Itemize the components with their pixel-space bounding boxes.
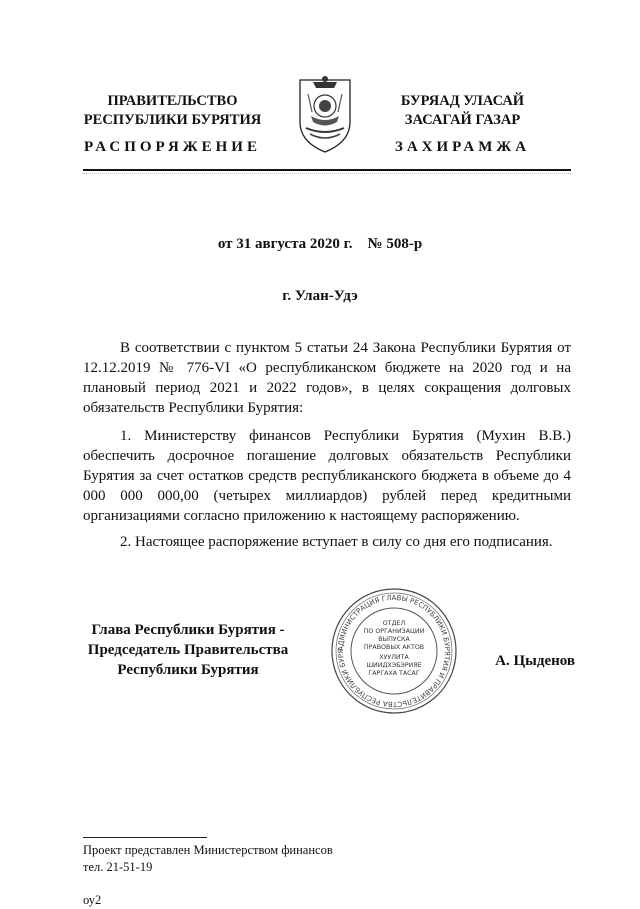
header-right: [350, 92, 575, 130]
signer-title-line3: Республики Бурятия: [117, 662, 259, 678]
seal-line7: ГАРГАХА ТАСАГ: [368, 670, 420, 677]
footer-divider: [83, 837, 207, 838]
header-left: [60, 92, 285, 130]
seal-line3: ВЫПУСКА: [378, 636, 410, 643]
signer-title-line2: Председатель Правительства: [87, 642, 289, 658]
document-date: от 31 августа 2020 г.: [217, 236, 353, 252]
footer-code: оу2: [83, 893, 102, 907]
official-seal-stamp: [329, 586, 459, 716]
header-right-line1: БУРЯАД УЛАСАЙ: [400, 93, 525, 109]
seal-line1: ОТДЕЛ: [382, 620, 406, 627]
coat-of-arms-icon: [296, 72, 354, 154]
seal-line5: ХУУЛИТА: [379, 654, 409, 661]
footer-project-note: Проект представлен Министерством финансов: [83, 843, 333, 857]
seal-line2: ПО ОРГАНИЗАЦИИ: [363, 628, 425, 635]
header-right-line2: ЗАСАГАЙ ГАЗАР: [404, 112, 521, 128]
doc-type-left: РАСПОРЯЖЕНИЕ: [84, 139, 261, 155]
seal-line4: ПРАВОВЫХ АКТОВ: [363, 644, 425, 651]
preamble-paragraph: В соответствии с пунктом 5 статьи 24 Закона Республики Бурятия от 12.12.2019 № 776-VI «О республиканском бюджете на 2020 год и на плановый период 2021 и 2022 годов», в целях сокращения долговых обязательств Республики Бурятия:: [83, 340, 571, 416]
header-left-line2: РЕСПУБЛИКИ БУРЯТИЯ: [83, 112, 262, 128]
document-city: г. Улан-Удэ: [282, 288, 358, 304]
signer-title-line1: Глава Республики Бурятия -: [91, 622, 285, 638]
seal-line6: ШИИДХЭБЭРИЯЕ: [366, 662, 422, 669]
header-divider: [83, 169, 571, 171]
document-date-number: [0, 236, 640, 253]
item-1-paragraph: 1. Министерству финансов Республики Бурятия (Мухин В.В.) обеспечить досрочное погашение долговых обязательств Республики Бурятия за счет остатков средств республиканского бюджета в объеме до 4 000 000 000,00 (четырех миллиардов) рублей перед кредитными организациями согласно приложению к настоящему распоряжению.: [83, 428, 571, 524]
header-left-line1: ПРАВИТЕЛЬСТВО: [107, 93, 238, 109]
footer-phone: тел. 21-51-19: [83, 860, 153, 874]
signer-title: [83, 620, 293, 680]
item-2-paragraph: 2. Настоящее распоряжение вступает в силу со дня его подписания.: [120, 534, 553, 550]
seal-ring-text: АДМИНИСТРАЦИЯ ГЛАВЫ РЕСПУБЛИКИ БУРЯТИЯ И ПРАВИТЕЛЬСТВА РЕСПУБЛИКИ БУРЯ: [336, 593, 452, 709]
signer-name: А. Цыденов: [495, 653, 575, 669]
document-number: № 508-р: [367, 236, 423, 252]
header-divider-dotted: [83, 173, 571, 174]
doc-type-right: ЗАХИРАМЖА: [394, 139, 531, 155]
